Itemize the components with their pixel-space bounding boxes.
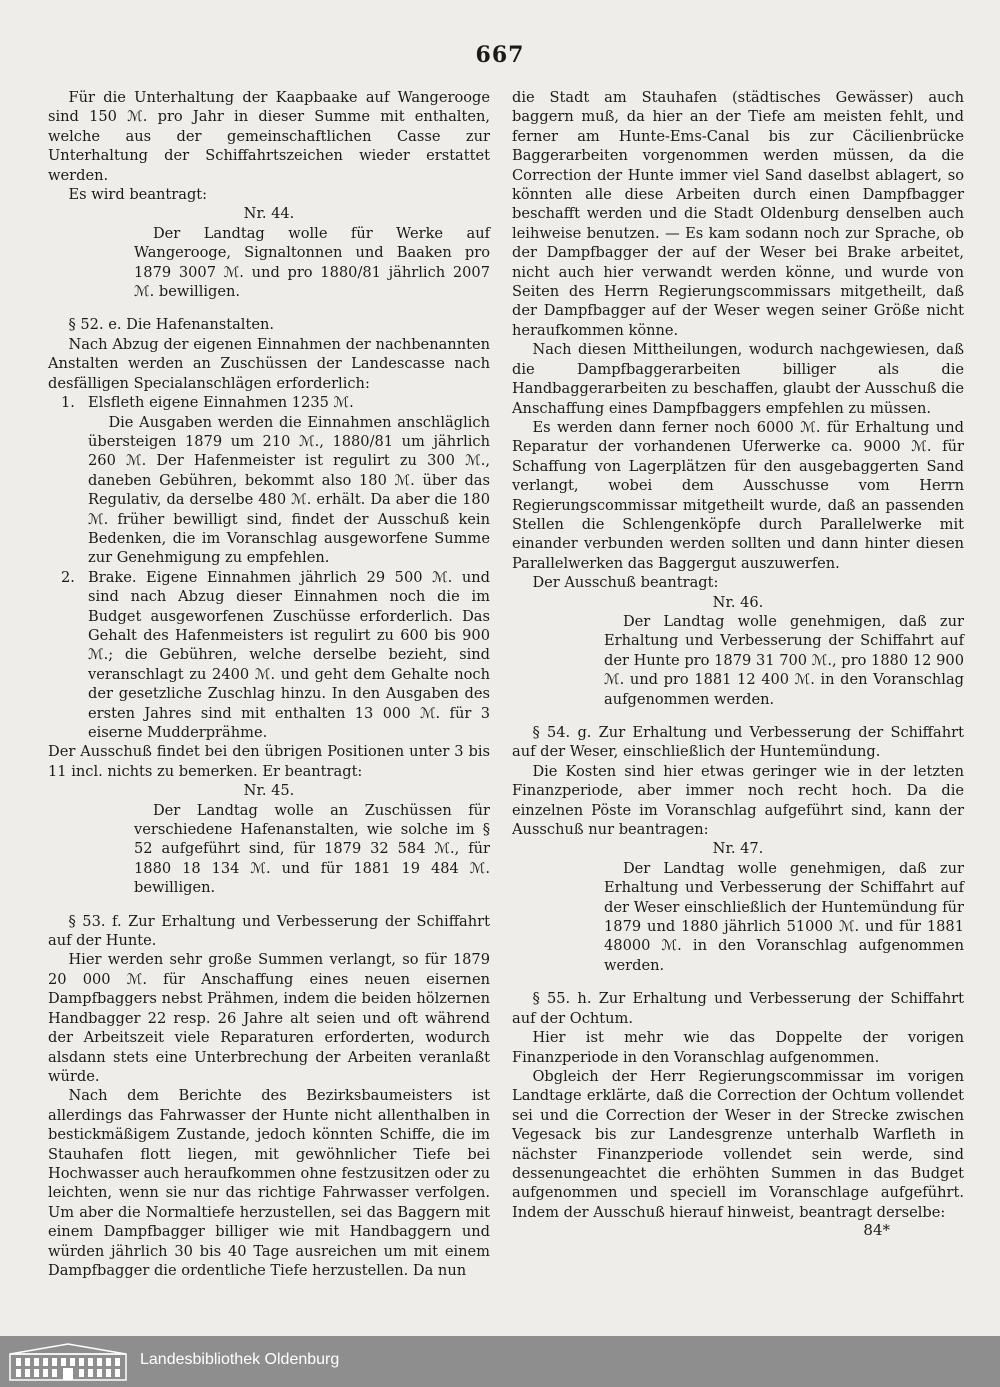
motion-text: Der Landtag wolle für Werke auf Wangerooge, Signaltonnen und Baaken pro 1879 3007 ℳ. und pro 1880/81 jährlich 2007 ℳ. bewilligen. <box>134 224 490 301</box>
library-footer-bar <box>0 1336 1000 1387</box>
motion-text: Der Landtag wolle genehmigen, daß zur Erhaltung und Verbesserung der Schiffahrt auf der Weser einschließlich der Huntemündung für 1879 und 1880 jährlich 51000 ℳ. und für 1881 48000 ℳ. in den Voranschlag aufgenommen werden. <box>604 859 964 974</box>
paragraph: die Stadt am Stauhafen (städtisches Gewässer) auch baggern muß, da hier an der Tiefe am meisten fehlt, und ferner am Hunte-Ems-Canal bis zur Cäcilienbrücke Baggerarbeiten vorgenommen werden müssen, da die Correction der Hunte immer viel Sand daselbst ablagert, so könnten alle diese Arbeiten durch einen Dampfbagger beschafft werden und die Stadt Oldenburg denselben auch leihweise benutzen. — Es kam sodann noch zur Sprache, ob der Dampfbagger der auf der Weser bei Brake arbeitet, nicht auch hier verwandt werden könne, und wurde von Seiten des Herrn Regierungscommissars mitgetheilt, daß der Dampfbagger auf der Weser wegen seiner Größe nicht heraufkommen könne. <box>512 89 964 339</box>
section-heading: § 53. f. Zur Erhaltung und Verbesserung der Schiffahrt auf der Hunte. <box>48 912 490 950</box>
paragraph: Die Kosten sind hier etwas geringer wie in der letzten Finanzperiode, aber immer noch recht hoch. Da die einzelnen Pöste im Voranschlag aufgeführt sind, kann der Ausschuß nur beantragen: <box>512 762 964 839</box>
library-name: Landesbibliothek Oldenburg <box>140 1351 340 1368</box>
motion-number: Nr. 45. <box>243 782 295 800</box>
section-heading: § 52. e. Die Hafenanstalten. <box>68 316 275 334</box>
list-number: 2. <box>61 568 75 586</box>
list-item-text: Brake. Eigene Einnahmen jährlich 29 500 ℳ. und sind nach Abzug dieser Einnahmen noch die im Budget ausgeworfenen Zuschüsse erforderlich. Das Gehalt des Hafenmeisters ist regulirt zu 600 bis 900 ℳ.; die Gebühren, welche derselbe bezieht, sind veranschlagt zu 2400 ℳ. und geht dem Gehalte noch der gesetzliche Zuschlag hinzu. In den Ausgaben des ersten Jahres sind mit enthalten 13 000 ℳ. für 3 eiserne Mudderprähme. <box>88 568 490 741</box>
list-item-text: Elsfleth eigene Einnahmen 1235 ℳ. <box>88 394 354 412</box>
paragraph: Nach diesen Mittheilungen, wodurch nachgewiesen, daß die Dampfbaggerarbeiten billiger als die Handbaggerarbeiten zu beschaffen, glaubt der Ausschuß die Anschaffung eines Dampfbaggers empfehlen zu müssen. <box>512 341 964 417</box>
right-column <box>512 88 964 1222</box>
motion-number: Nr. 46. <box>712 593 764 611</box>
paragraph: Nach dem Berichte des Bezirksbaumeisters ist allerdings das Fahrwasser der Hunte nicht allenthalben in bestickmäßigem Zustande, jedoch könnten Schiffe, die im Stauhafen flott liegen, mit gewöhnlicher Tiefe bei Hochwasser auch heraufkommen ohne festzusitzen oder zu leichten, wenn sie nur das richtige Fahrwasser verfolgen. Um aber die Normaltiefe herzustellen, sei das Baggern mit einem Dampfbagger billiger wie mit Handbaggern und würden jährlich 30 bis 40 Tage ausreichen um mit einem Dampfbagger die ordentliche Tiefe herzustellen. Da nun <box>48 1087 490 1279</box>
paragraph: Der Ausschuß beantragt: <box>532 574 719 592</box>
motion-text: Der Landtag wolle an Zuschüssen für verschiedene Hafenanstalten, wie solche im § 52 aufgeführt sind, für 1879 32 584 ℳ., für 1880 18 134 ℳ. und für 1881 19 484 ℳ. bewilligen. <box>134 801 490 897</box>
signature-mark: 84* <box>863 1221 890 1239</box>
list-item-text: Die Ausgaben werden die Einnahmen anschläglich übersteigen 1879 um 210 ℳ., 1880/81 um jährlich 260 ℳ. Der Hafenmeister ist regulirt zu 300 ℳ., daneben Gebühren, bekommt also 180 ℳ. über das Regulativ, da derselbe 480 ℳ. erhält. Da aber die 180 ℳ. früher bewilligt sind, findet der Ausschuß kein Bedenken, die im Voranschlag ausgeworfene Summe zur Genehmigung zu empfehlen. <box>88 413 490 567</box>
paragraph: Nach Abzug der eigenen Einnahmen der nachbenannten Anstalten werden an Zuschüssen der Landescasse nach desfälligen Specialanschlägen erforderlich: <box>48 335 490 392</box>
list-number: 1. <box>61 394 75 412</box>
list-item <box>61 568 490 743</box>
section-heading: § 55. h. Zur Erhaltung und Verbesserung der Schiffahrt auf der Ochtum. <box>512 990 964 1027</box>
motion-text: Der Landtag wolle genehmigen, daß zur Erhaltung und Verbesserung der Schiffahrt auf der Hunte pro 1879 31 700 ℳ., pro 1880 12 900 ℳ. und pro 1881 12 400 ℳ. in den Voranschlag aufgenommen werden. <box>604 612 964 708</box>
paragraph: Für die Unterhaltung der Kaapbaake auf Wangerooge sind 150 ℳ. pro Jahr in dieser Summe mit enthalten, welche aus der gemeinschaftlichen Casse zur Unterhaltung der Schiffahrtszeichen wieder erstattet werden. <box>48 89 490 184</box>
paragraph: Es wird beantragt: <box>68 186 208 204</box>
paragraph: Hier werden sehr große Summen verlangt, so für 1879 20 000 ℳ. für Anschaffung eines neuen eisernen Dampfbaggers nebst Prähmen, indem die beiden hölzernen Handbagger 22 resp. 26 Jahre alt seien und oft während der Arbeitszeit viele Reparaturen erforderten, wodurch alsdann stets eine Unterbrechung der Arbeiten veranlaßt würde. <box>48 951 490 1085</box>
paragraph: Es werden dann ferner noch 6000 ℳ. für Erhaltung und Reparatur der vorhandenen Uferwerke ca. 9000 ℳ. für Schaffung von Lagerplätzen für den ausgebaggerten Sand verlangt, wobei dem Ausschusse vom Herrn Regierungscommissar mitgetheilt wurde, daß an passenden Stellen die Schlengenköpfe durch Parallelwerke mit einander verbunden werden sollten und dann hinter diesen Parallelwerken das Baggergut auszuwerfen. <box>512 418 964 572</box>
left-column <box>48 88 490 1280</box>
motion-number: Nr. 47. <box>712 840 764 858</box>
library-building-icon <box>8 1342 128 1382</box>
paragraph: Hier ist mehr wie das Doppelte der vorigen Finanzperiode in den Voranschlag aufgenommen. <box>512 1029 964 1066</box>
motion-number: Nr. 44. <box>243 205 295 223</box>
list-item <box>61 393 490 568</box>
paragraph: Obgleich der Herr Regierungscommissar im vorigen Landtage erklärte, daß die Correction der Ochtum vollendet sei und die Correction der Weser in der Strecke zwischen Vegesack bis zur Landesgrenze unterhalb Warfleth in nächster Finanzperiode vollendet sein werde, sind dessenungeachtet die erhöhten Summen in das Budget aufgenommen und speciell im Voranschlage aufgeführt. Indem der Ausschuß hierauf hinweist, beantragt derselbe: <box>512 1067 964 1221</box>
section-heading: § 54. g. Zur Erhaltung und Verbesserung der Schiffahrt auf der Weser, einschließlich der Huntemündung. <box>512 724 964 761</box>
paragraph: Der Ausschuß findet bei den übrigen Positionen unter 3 bis 11 incl. nichts zu bemerken. Er beantragt: <box>48 743 490 780</box>
page-number: 667 <box>475 42 525 68</box>
